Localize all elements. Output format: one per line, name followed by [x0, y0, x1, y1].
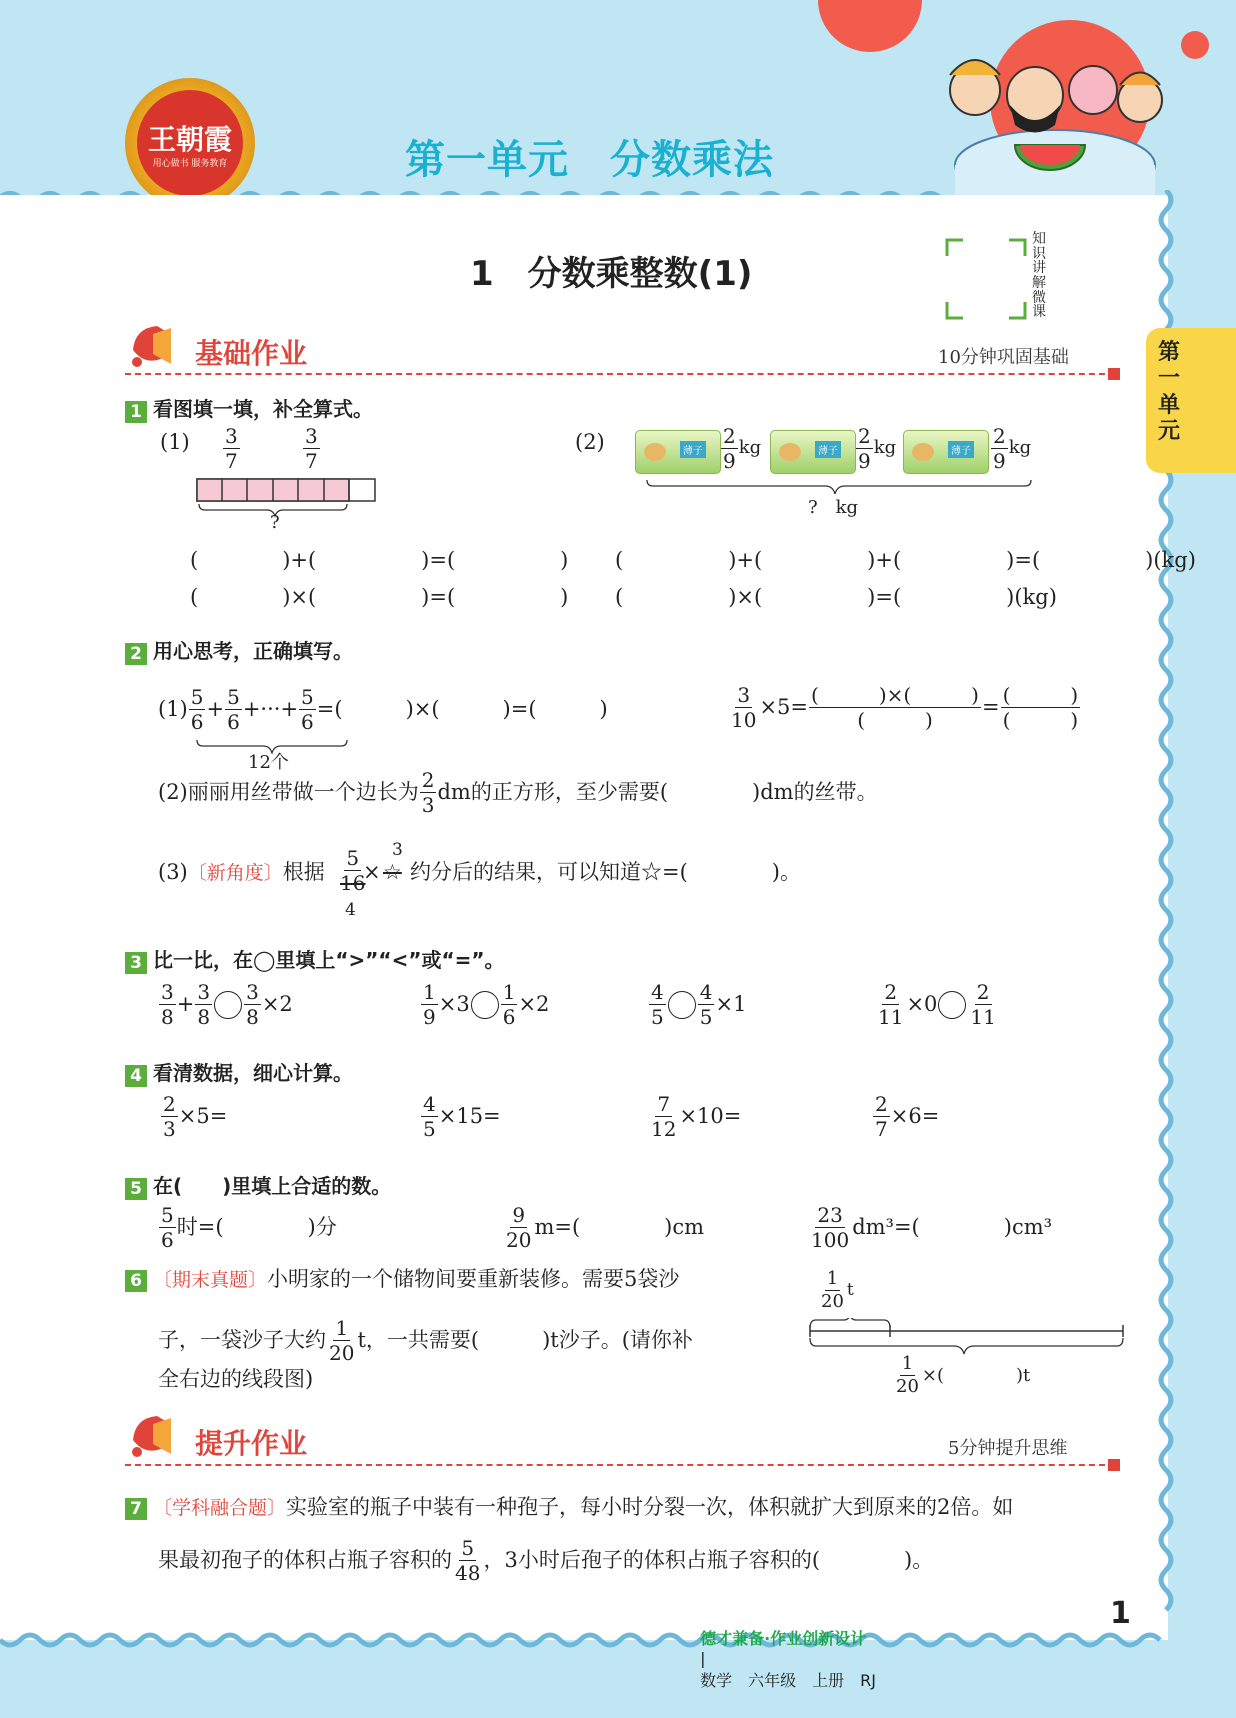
- lesson-title: 1 分数乘整数(1): [470, 254, 753, 294]
- logo-text: 王朝霞: [147, 123, 232, 156]
- segment-total-label[interactable]: $\frac{1}{20}$ ×( )t: [896, 1353, 1031, 1397]
- question-6-line1: 6 〔期末真题〕小明家的一个储物间要重新装修。需要5袋沙: [125, 1267, 679, 1292]
- calc-item[interactable]: $\frac{4}{5}$ ×15=: [423, 1092, 501, 1141]
- qr-code-frame[interactable]: [945, 238, 1027, 320]
- compare-circle[interactable]: [471, 991, 499, 1019]
- question-number: 6: [125, 1270, 147, 1292]
- biscuit-package: 薄子: [635, 430, 721, 474]
- question-number: 1: [125, 401, 147, 423]
- footer: 德才兼备·作业创新设计 | 数学 六年级 上册 RJ: [700, 1629, 877, 1690]
- total-weight-label: ? kg: [808, 497, 859, 518]
- calc-item[interactable]: $\frac{7}{12}$ ×10=: [651, 1092, 742, 1141]
- footer-info: 数学 六年级 上册 RJ: [700, 1671, 877, 1690]
- compare-item[interactable]: $\frac{3}{8}$ + $\frac{3}{8}$ $\frac{3}{8}$ ×2: [161, 980, 293, 1029]
- compare-item[interactable]: $\frac{1}{9}$ ×3 $\frac{1}{6}$ ×2: [423, 980, 550, 1029]
- section-basic-title: 基础作业: [195, 337, 308, 370]
- section-advanced-title: 提升作业: [195, 1427, 308, 1460]
- compare-item[interactable]: $\frac{4}{5}$ $\frac{4}{5}$ ×1: [651, 980, 747, 1029]
- conversion-item[interactable]: $\frac{9}{20}$ m=( )cm: [506, 1203, 705, 1252]
- page-number: 1: [1110, 1596, 1131, 1631]
- biscuit-package: 薄子: [903, 430, 989, 474]
- question-7-line1: 7 〔学科融合题〕实验室的瓶子中装有一种孢子，每小时分裂一次，体积就扩大到原来的2倍。如: [125, 1495, 1013, 1520]
- fraction: $\frac{5}{16}$: [340, 846, 366, 895]
- answer-line[interactable]: ( )+( )=( ): [190, 548, 569, 572]
- question-title: 用心思考，正确填写。: [153, 639, 353, 663]
- question-number: 5: [125, 1178, 147, 1200]
- reduced-denominator: 4: [345, 900, 356, 920]
- section-advanced-subtitle: 5分钟提升思维: [948, 1438, 1068, 1459]
- micro-course-label: 知识讲解微课: [1032, 231, 1046, 321]
- compare-circle[interactable]: [938, 991, 966, 1019]
- question-number: 4: [125, 1065, 147, 1087]
- question-title: 比一比，在◯里填上“>”“<”或“=”。: [153, 948, 505, 972]
- fraction: $\frac{2}{9}$ kg: [723, 424, 762, 473]
- section-divider: [125, 1464, 1115, 1466]
- compare-item[interactable]: $\frac{2}{11}$ ×0 $\frac{2}{11}$: [878, 980, 996, 1029]
- question-number: 2: [125, 643, 147, 665]
- reduced-star: 3: [392, 840, 403, 860]
- side-tab-label: 第一单元: [1158, 340, 1181, 445]
- trumpet-icon: [125, 1412, 185, 1462]
- expression: (1) $\frac{5}{6}$ + $\frac{5}{6}$ +···+ $\frac{5}{6}$ =( )×( )=( ): [158, 685, 608, 734]
- section-divider: [125, 373, 1115, 375]
- conversion-item[interactable]: $\frac{5}{6}$ 时=( )分: [161, 1203, 337, 1252]
- segment-fraction-label: $\frac{1}{20}$ t: [821, 1268, 854, 1312]
- star-symbol: ☆: [383, 860, 402, 884]
- cartoon-illustration: [935, 35, 1165, 200]
- fraction: $\frac{2}{9}$ kg: [858, 424, 897, 473]
- brace: [645, 478, 1035, 496]
- trumpet-icon: [125, 322, 185, 372]
- question-mark: ?: [270, 512, 280, 533]
- unit-title: 第一单元 分数乘法: [405, 137, 774, 183]
- question-title: 看图填一填，补全算式。: [153, 397, 373, 421]
- biscuit-package: 薄子: [770, 430, 856, 474]
- fraction: $\frac{3}{7}$: [305, 424, 318, 473]
- compare-circle[interactable]: [214, 991, 242, 1019]
- question-7-line2[interactable]: 果最初孢子的体积占瓶子容积的 $\frac{5}{48}$ ，3小时后孢子的体积占瓶子容积的( )。: [158, 1536, 934, 1585]
- calc-item[interactable]: $\frac{2}{3}$ ×5=: [163, 1092, 228, 1141]
- expression[interactable]: (3)〔新角度〕根据: [158, 860, 325, 884]
- question-number: 7: [125, 1498, 147, 1520]
- expression[interactable]: (2)丽丽用丝带做一个边长为 $\frac{2}{3}$ dm的正方形，至少需要( )dm的丝带。: [158, 768, 878, 817]
- conversion-item[interactable]: $\frac{23}{100}$ dm³=( )cm³: [811, 1203, 1053, 1252]
- answer-line[interactable]: ( )×( )=( ): [190, 585, 569, 609]
- wavy-bottom-border: [0, 1632, 1236, 1652]
- subquestion-label: (2): [575, 430, 605, 454]
- question-title: 在( )里填上合适的数。: [153, 1174, 392, 1198]
- compare-circle[interactable]: [668, 991, 696, 1019]
- fraction: $\frac{3}{7}$: [225, 424, 238, 473]
- question-title: 看清数据，细心计算。: [153, 1061, 353, 1085]
- side-unit-tab[interactable]: [1146, 328, 1236, 473]
- logo-slogan: 用心做书 服务教育: [152, 159, 228, 169]
- question-6-line3: 全右边的线段图): [158, 1367, 314, 1391]
- answer-line[interactable]: ( )×( )=( )(kg): [615, 585, 1057, 609]
- footer-brand: 德才兼备·作业创新设计: [700, 1629, 867, 1648]
- segment-bar-diagram: [195, 476, 385, 536]
- calc-item[interactable]: $\frac{2}{7}$ ×6=: [875, 1092, 940, 1141]
- expression[interactable]: $\frac{3}{10}$ ×5= $\frac{( )\times( )}{( )}$ = $\frac{( )}{( )}$: [731, 683, 1079, 732]
- fraction: $\frac{2}{9}$ kg: [993, 424, 1032, 473]
- brand-logo: [125, 78, 255, 208]
- subquestion-label: (1): [160, 430, 190, 454]
- count-label: 12个: [248, 752, 289, 773]
- answer-line[interactable]: ( )+( )+( )=( )(kg): [615, 548, 1196, 572]
- question-number: 3: [125, 952, 147, 974]
- question-6-line2[interactable]: 子，一袋沙子大约 $\frac{1}{20}$ t，一共需要( )t沙子。(请你补: [158, 1316, 693, 1365]
- section-basic-subtitle: 10分钟巩固基础: [938, 347, 1069, 368]
